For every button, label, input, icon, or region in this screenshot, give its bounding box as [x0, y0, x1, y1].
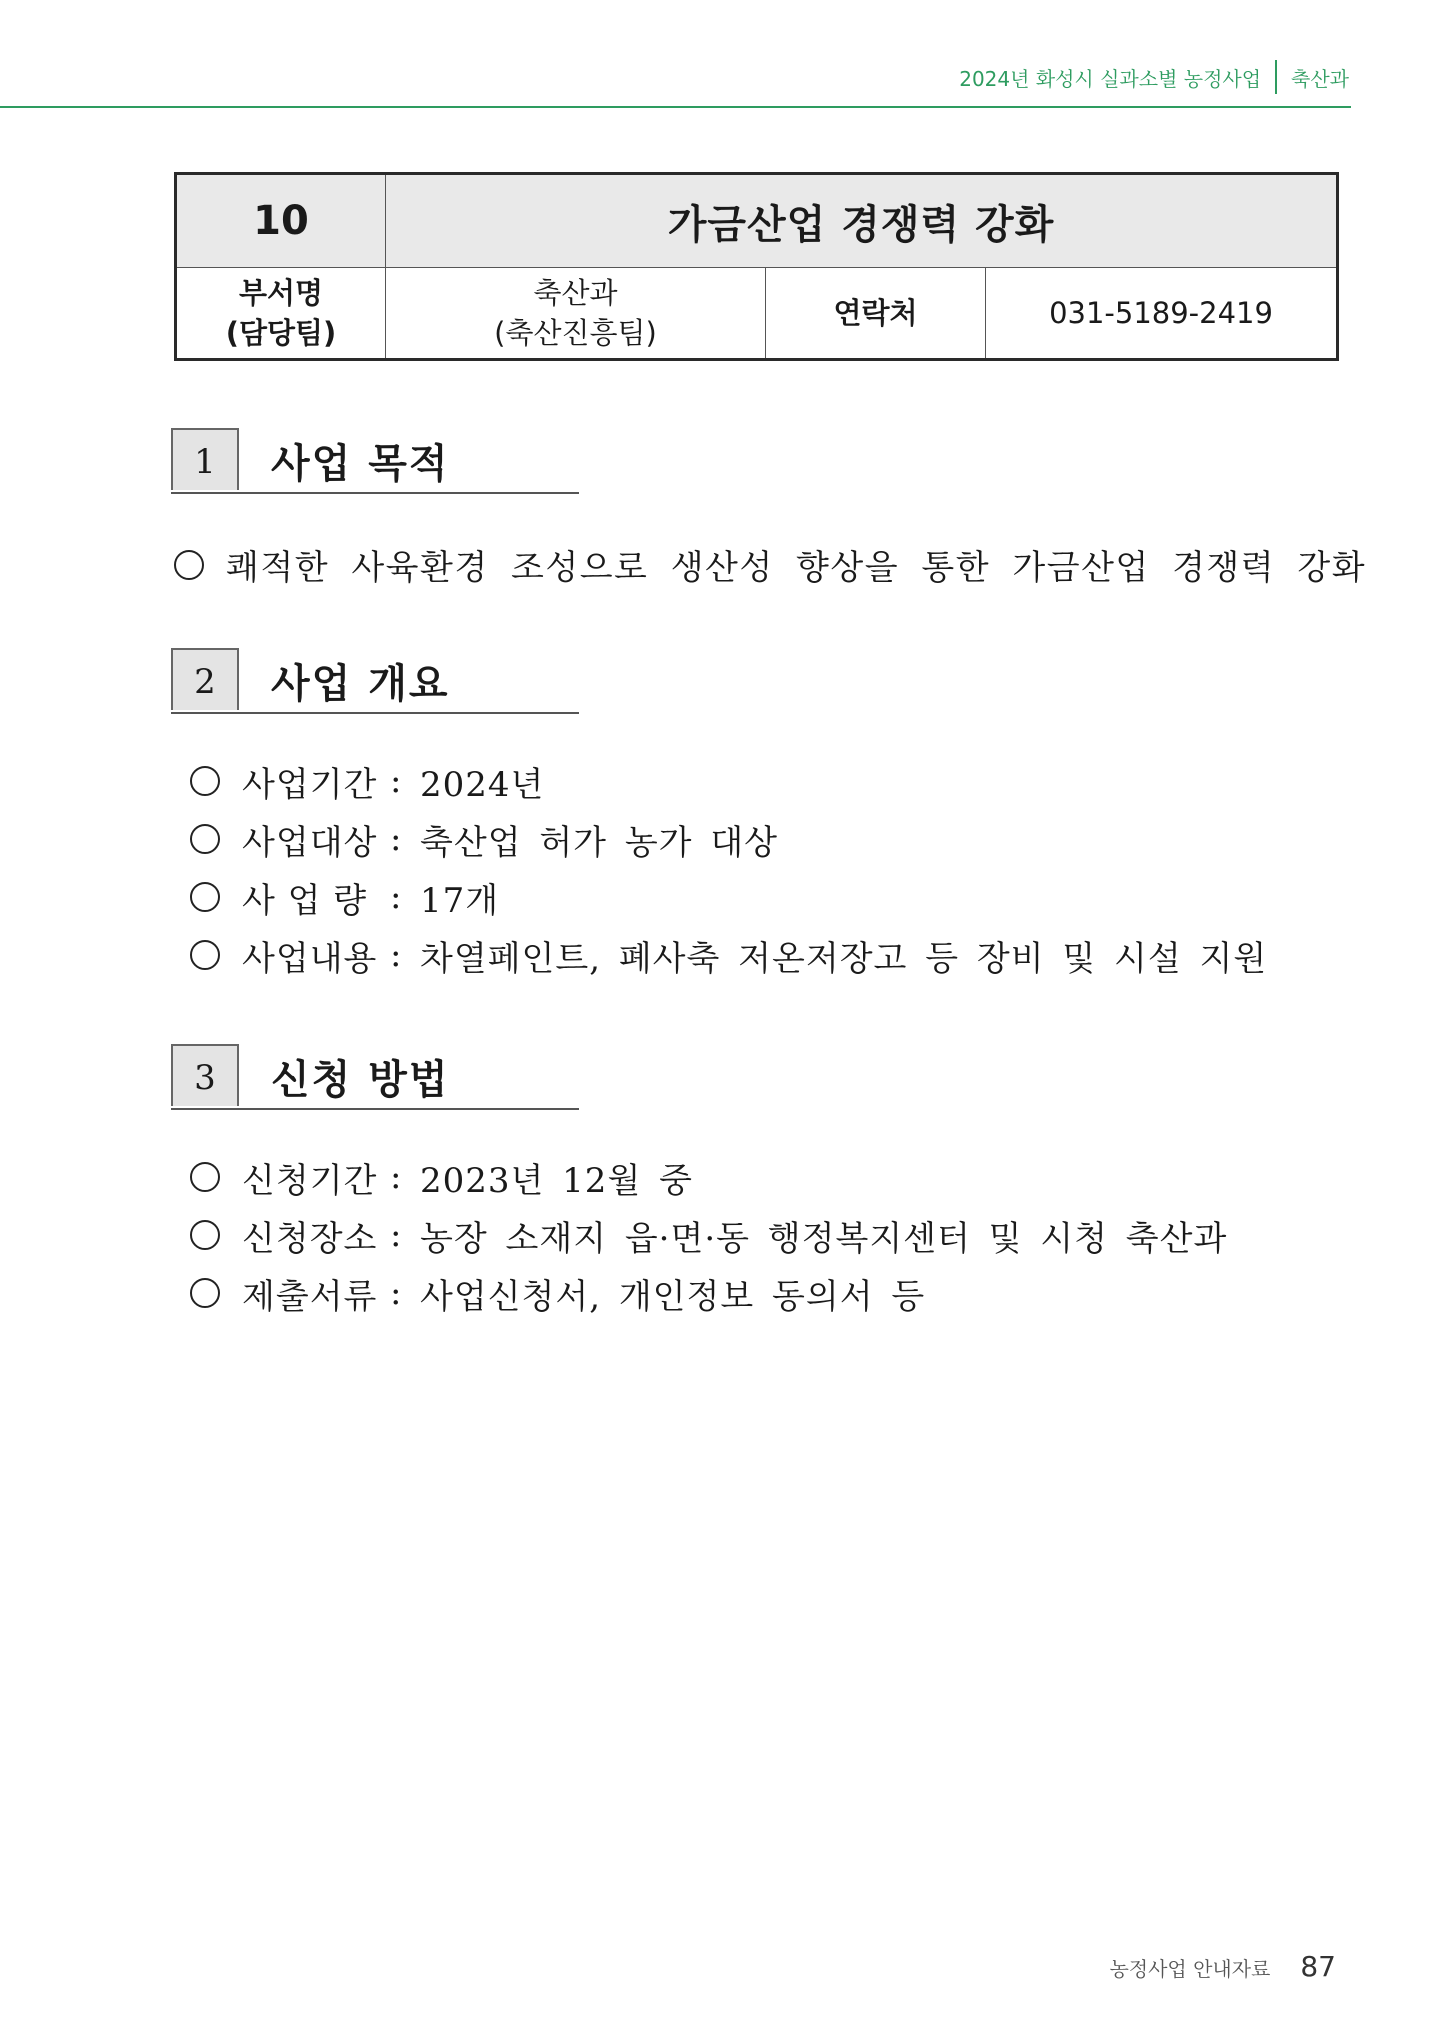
list-item — [174, 540, 1366, 589]
colon: : — [390, 1157, 402, 1197]
running-header-title: 2024년 화성시 실과소별 농정사업 — [959, 66, 1262, 91]
section-number-badge: 2 — [171, 648, 239, 710]
overview-list — [190, 752, 1267, 984]
header-separator — [1275, 60, 1277, 94]
list-item-value: 2024년 — [420, 764, 545, 805]
colon: : — [390, 761, 402, 801]
department-label — [176, 268, 386, 360]
list-item-label: 신청기간 — [242, 1160, 378, 1201]
project-title-table — [174, 172, 1339, 361]
department-value-line2: (축산진흥팀) — [494, 316, 657, 350]
section-heading-text: 사업 목적 — [271, 441, 450, 487]
list-item-value: 17개 — [420, 880, 500, 921]
application-list — [190, 1148, 1227, 1322]
section-heading-text: 사업 개요 — [271, 661, 450, 707]
section-heading-text: 신청 방법 — [271, 1057, 450, 1103]
list-item-label: 제출서류 — [242, 1276, 378, 1317]
section-heading-application — [171, 1044, 579, 1110]
list-item — [190, 752, 1267, 810]
list-item — [190, 1206, 1227, 1264]
list-item — [190, 810, 1267, 868]
page-number: 87 — [1300, 1950, 1336, 1983]
circle-bullet-icon — [190, 882, 220, 912]
section-heading-purpose — [171, 428, 579, 494]
contact-label: 연락처 — [766, 268, 986, 360]
circle-bullet-icon — [190, 940, 220, 970]
purpose-list — [174, 540, 1366, 589]
department-label-line1: 부서명 — [238, 276, 324, 310]
colon: : — [390, 877, 402, 917]
list-item — [190, 1264, 1227, 1322]
list-item-label: 사 업 량 — [242, 880, 368, 921]
list-item-value: 차열페인트, 폐사축 저온저장고 등 장비 및 시설 지원 — [420, 938, 1268, 979]
contact-value: 031-5189-2419 — [986, 268, 1338, 360]
project-title: 가금산업 경쟁력 강화 — [386, 174, 1338, 268]
colon: : — [390, 1273, 402, 1313]
circle-bullet-icon — [190, 1278, 220, 1308]
list-item — [190, 926, 1267, 984]
section-number-badge: 1 — [171, 428, 239, 490]
section-heading-overview — [171, 648, 579, 714]
running-header-department: 축산과 — [1291, 66, 1349, 91]
department-value-line1: 축산과 — [533, 276, 618, 310]
department-label-line2: (담당팀) — [225, 316, 337, 350]
list-item-value: 축산업 허가 농가 대상 — [420, 822, 779, 863]
list-item-label: 사업대상 — [242, 822, 378, 863]
section-number-badge: 3 — [171, 1044, 239, 1106]
list-item — [190, 868, 1267, 926]
colon: : — [390, 1215, 402, 1255]
circle-bullet-icon — [190, 766, 220, 796]
project-number: 10 — [176, 174, 386, 268]
circle-bullet-icon — [174, 550, 204, 580]
circle-bullet-icon — [190, 1220, 220, 1250]
department-value — [386, 268, 766, 360]
circle-bullet-icon — [190, 824, 220, 854]
list-item-value: 쾌적한 사육환경 조성으로 생산성 향상을 통한 가금산업 경쟁력 강화 — [226, 548, 1367, 588]
footer-text: 농정사업 안내자료 — [1109, 1957, 1271, 1981]
list-item-value: 2023년 12월 중 — [420, 1160, 693, 1201]
colon: : — [390, 819, 402, 859]
running-header — [959, 60, 1349, 94]
list-item-label: 신청장소 — [242, 1218, 378, 1259]
list-item-label: 사업내용 — [242, 938, 378, 979]
circle-bullet-icon — [190, 1162, 220, 1192]
page-footer — [1109, 1950, 1336, 1983]
list-item-value: 농장 소재지 읍·면·동 행정복지센터 및 시청 축산과 — [420, 1218, 1228, 1259]
list-item — [190, 1148, 1227, 1206]
header-rule — [0, 106, 1351, 108]
colon: : — [390, 935, 402, 975]
list-item-value: 사업신청서, 개인정보 동의서 등 — [420, 1276, 926, 1317]
list-item-label: 사업기간 — [242, 764, 378, 805]
